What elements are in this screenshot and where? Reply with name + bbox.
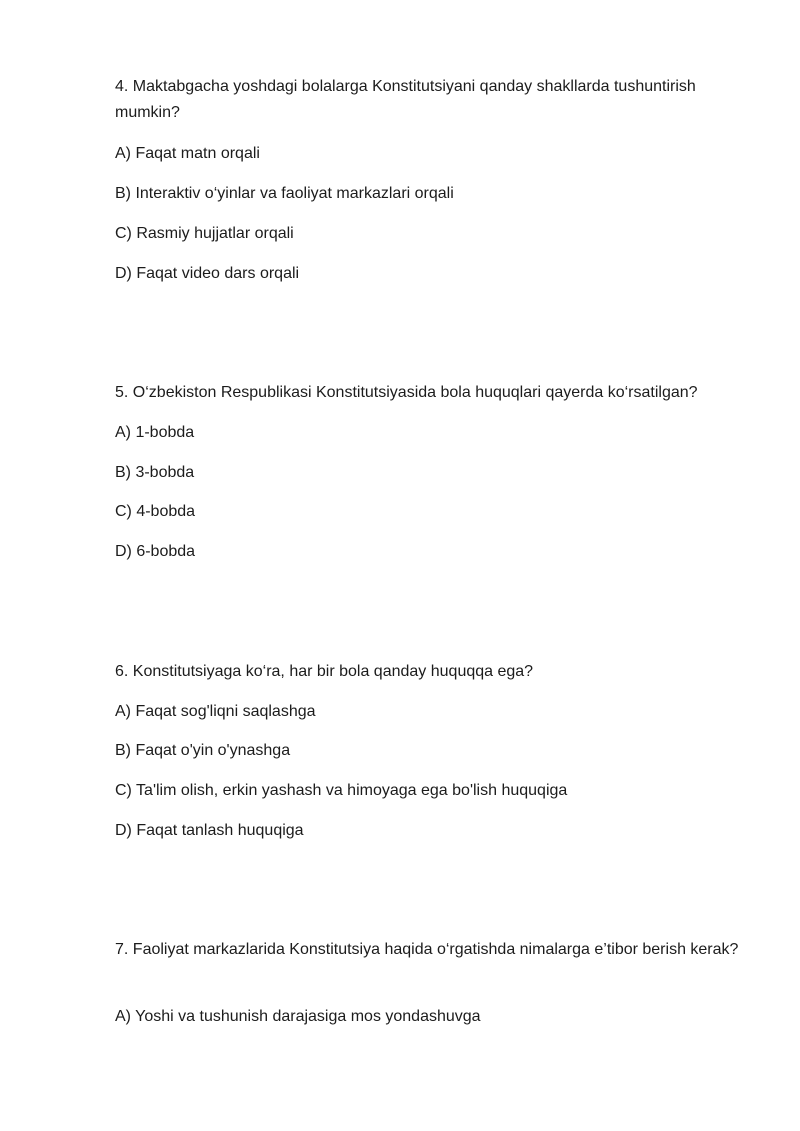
question-4-option-b: B) Interaktiv o‘yinlar va faoliyat markazlari orqali (115, 185, 454, 202)
question-4-option-c: C) Rasmiy hujjatlar orqali (115, 225, 294, 242)
question-5-text: 5. O‘zbekiston Respublikasi Konstitutsiyasida bola huquqlari qayerda ko‘rsatilgan? (115, 384, 698, 401)
question-5-option-a: A) 1-bobda (115, 424, 195, 441)
question-6-text: 6. Konstitutsiyaga ko‘ra, har bir bola qanday huquqqa ega? (115, 663, 534, 680)
question-5-option-d: D) 6-bobda (115, 543, 196, 560)
question-7-option-a: A) Yoshi va tushunish darajasiga mos yondashuvga (115, 1008, 481, 1025)
question-7-text: 7. Faoliyat markazlarida Konstitutsiya haqida o‘rgatishda nimalarga e’tibor berish kerak? (115, 941, 739, 958)
question-4-option-a: A) Faqat matn orqali (115, 145, 260, 162)
question-4-option-d: D) Faqat video dars orqali (115, 265, 300, 282)
question-4-text: 4. Maktabgacha yoshdagi bolalarga Konstitutsiyani qanday shakllarda tushuntirish mumkin? (115, 78, 696, 121)
question-6-option-c: C) Ta'lim olish, erkin yashash va himoyaga ega bo'lish huquqiga (115, 782, 568, 799)
question-5-option-b: B) 3-bobda (115, 464, 195, 481)
question-6-option-b: B) Faqat o'yin o'ynashga (115, 742, 291, 759)
question-6-option-d: D) Faqat tanlash huquqiga (115, 822, 304, 839)
question-5-option-c: C) 4-bobda (115, 503, 196, 520)
question-6-option-a: A) Faqat sog'liqni saqlashga (115, 703, 316, 720)
